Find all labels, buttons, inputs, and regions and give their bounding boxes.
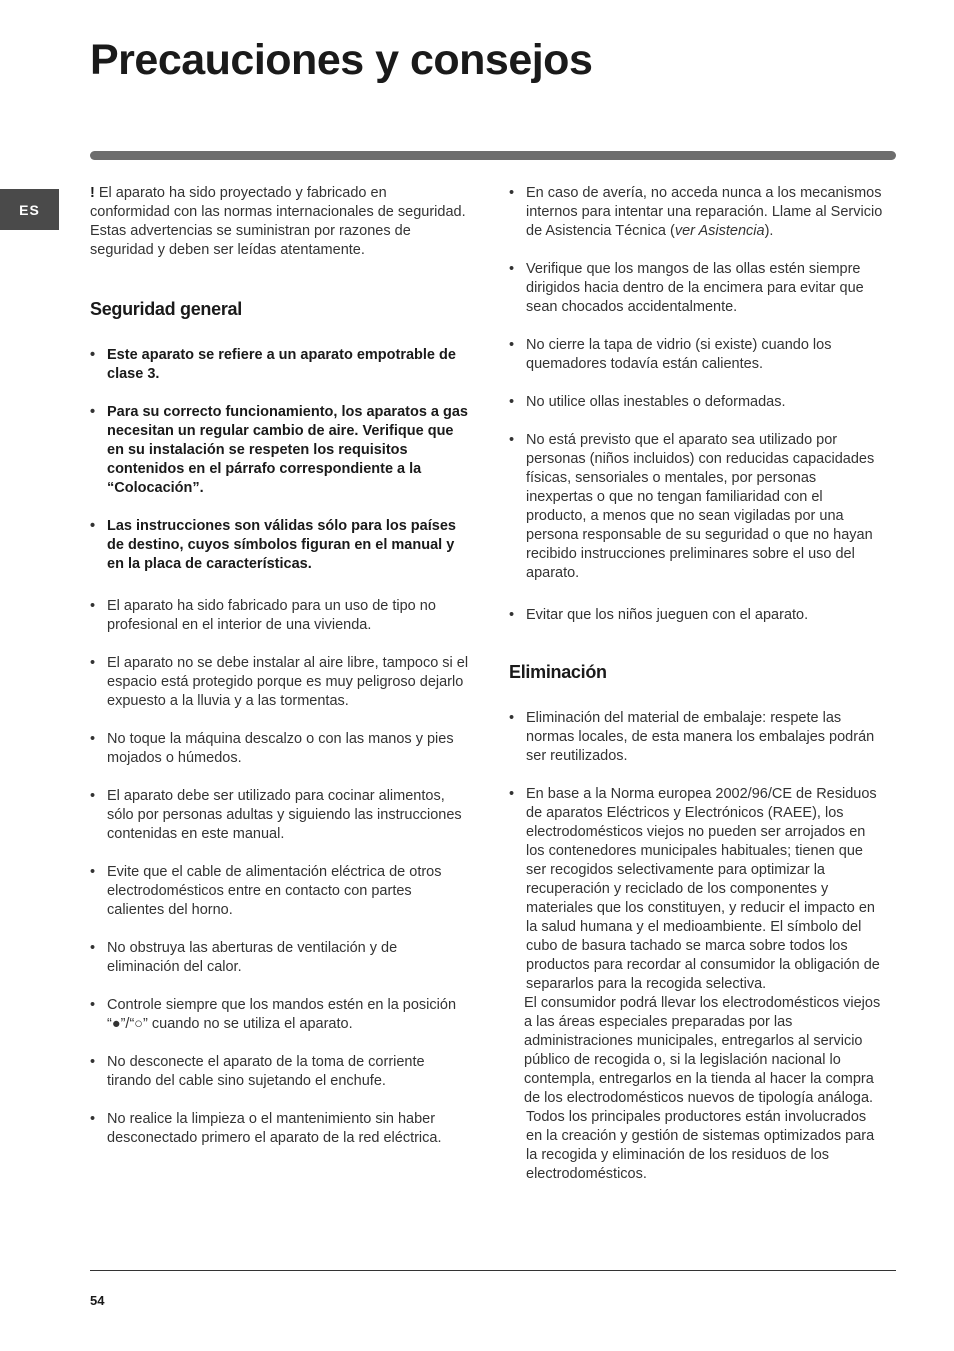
list-item: • Eliminación del material de embalaje: respete las normas locales, de esta manera los embalajes podrán ser reutilizados.	[509, 709, 885, 766]
list-item: • Evitar que los niños jueguen con el aparato.	[509, 606, 885, 625]
list-item: • El aparato ha sido fabricado para un uso de tipo no profesional en el interior de una vivienda.	[90, 597, 470, 635]
disposal-list	[509, 709, 885, 1184]
list-item: • No obstruya las aberturas de ventilación y de eliminación del calor.	[90, 939, 470, 977]
list-item-text: En caso de avería, no acceda nunca a los mecanismos internos para intentar una reparación. Llame al Servicio de Asistencia Técnica (	[526, 185, 883, 239]
list-item: • Verifique que los mangos de las ollas estén siempre dirigidos hacia dentro de la encimera para evitar que sean chocados accidentalmente.	[509, 260, 885, 317]
list-item: • Este aparato se refiere a un aparato empotrable de clase 3.	[90, 346, 470, 384]
list-item: • El aparato debe ser utilizado para cocinar alimentos, sólo por personas adultas y siguiendo las instrucciones contenidas en este manual.	[90, 787, 470, 844]
assistance-reference: ver Asistencia	[674, 223, 765, 239]
page-title: Precauciones y consejos	[90, 36, 593, 84]
language-tab: ES	[0, 189, 59, 230]
intro-text: El aparato ha sido proyectado y fabricado en conformidad con las normas internacionales de seguridad. Estas advertencias se suministran por razones de seguridad y deben ser leídas atentamente.	[90, 185, 466, 258]
list-item: • No desconecte el aparato de la toma de corriente tirando del cable sino sujetando el enchufe.	[90, 1053, 470, 1091]
list-item: • Controle siempre que los mandos estén en la posición “●”/“○” cuando no se utiliza el aparato.	[90, 996, 470, 1034]
list-item: • Las instrucciones son válidas sólo para los países de destino, cuyos símbolos figuran en el manual y en la placa de características.	[90, 517, 470, 574]
footer-divider	[90, 1270, 896, 1271]
warning-mark: !	[90, 185, 95, 201]
list-item: • No toque la máquina descalzo o con las manos y pies mojados o húmedos.	[90, 730, 470, 768]
list-item: • No está previsto que el aparato sea utilizado por personas (niños incluidos) con reducidas capacidades físicas, sensoriales o mentales, por personas inexpertas o que no tengan familiaridad con el producto, a menos que no sean vigiladas por una persona responsable de su seguridad o que no hayan recibido instrucciones preliminares sobre el uso del aparato.	[509, 431, 885, 583]
page-number: 54	[90, 1293, 105, 1308]
precautions-list	[509, 184, 885, 625]
list-item: • El aparato no se debe instalar al aire libre, tampoco si el espacio está protegido porque es muy peligroso dejarlo expuesto a la lluvia y a las tormentas.	[90, 654, 470, 711]
list-item: • No cierre la tapa de vidrio (si existe) cuando los quemadores todavía están calientes.	[509, 336, 885, 374]
weee-paragraph-3: Todos los principales productores están involucrados en la creación y gestión de sistemas optimizados para la recogida y eliminación de los residuos de los electrodomésticos.	[526, 1109, 875, 1182]
list-item	[509, 184, 885, 241]
weee-paragraph-1: • En base a la Norma europea 2002/96/CE de Residuos de aparatos Eléctricos y Electrónicos (RAEE), los electrodomésticos viejos no pueden ser arrojados en los contenedores municipales habituales; tienen que ser recogidos selectivamente para optimizar la recuperación y reciclado de los componentes y materiales que los constituyen, y reducir el impacto en la salud humana y el medioambiente. El símbolo del cubo de basura tachado se marca sobre todos los productos para recordar al consumidor la obligación de separarlos para la recogida selectiva.	[526, 786, 880, 992]
list-item	[509, 785, 885, 1184]
weee-paragraph-2: El consumidor podrá llevar los electrodomésticos viejos a las áreas especiales preparadas por las administraciones municipales, entregarlos al servicio público de recogida o, si la legislación nacional lo contempla, entregarlos en la tienda al hacer la compra de los electrodomésticos nuevos de tipología análoga.	[524, 995, 881, 1106]
intro-paragraph	[90, 184, 470, 260]
list-item: • No utilice ollas inestables o deformadas.	[509, 393, 885, 412]
title-divider	[90, 151, 896, 160]
list-item: • No realice la limpieza o el mantenimiento sin haber desconectado primero el aparato de la red eléctrica.	[90, 1110, 470, 1148]
heading-eliminacion: Eliminación	[509, 662, 607, 682]
list-item: • Evite que el cable de alimentación eléctrica de otros electrodomésticos entre en contacto con partes calientes del horno.	[90, 863, 470, 920]
safety-list	[90, 346, 470, 1148]
list-item: • Para su correcto funcionamiento, los aparatos a gas necesitan un regular cambio de aire. Verifique que en su instalación se respeten los requisitos contenidos en el párrafo correspondiente a la “Colocación”.	[90, 403, 470, 498]
list-item-end: ).	[764, 223, 774, 239]
heading-seguridad-general: Seguridad general	[90, 299, 242, 319]
left-column	[90, 184, 470, 1148]
right-column	[509, 184, 885, 1184]
